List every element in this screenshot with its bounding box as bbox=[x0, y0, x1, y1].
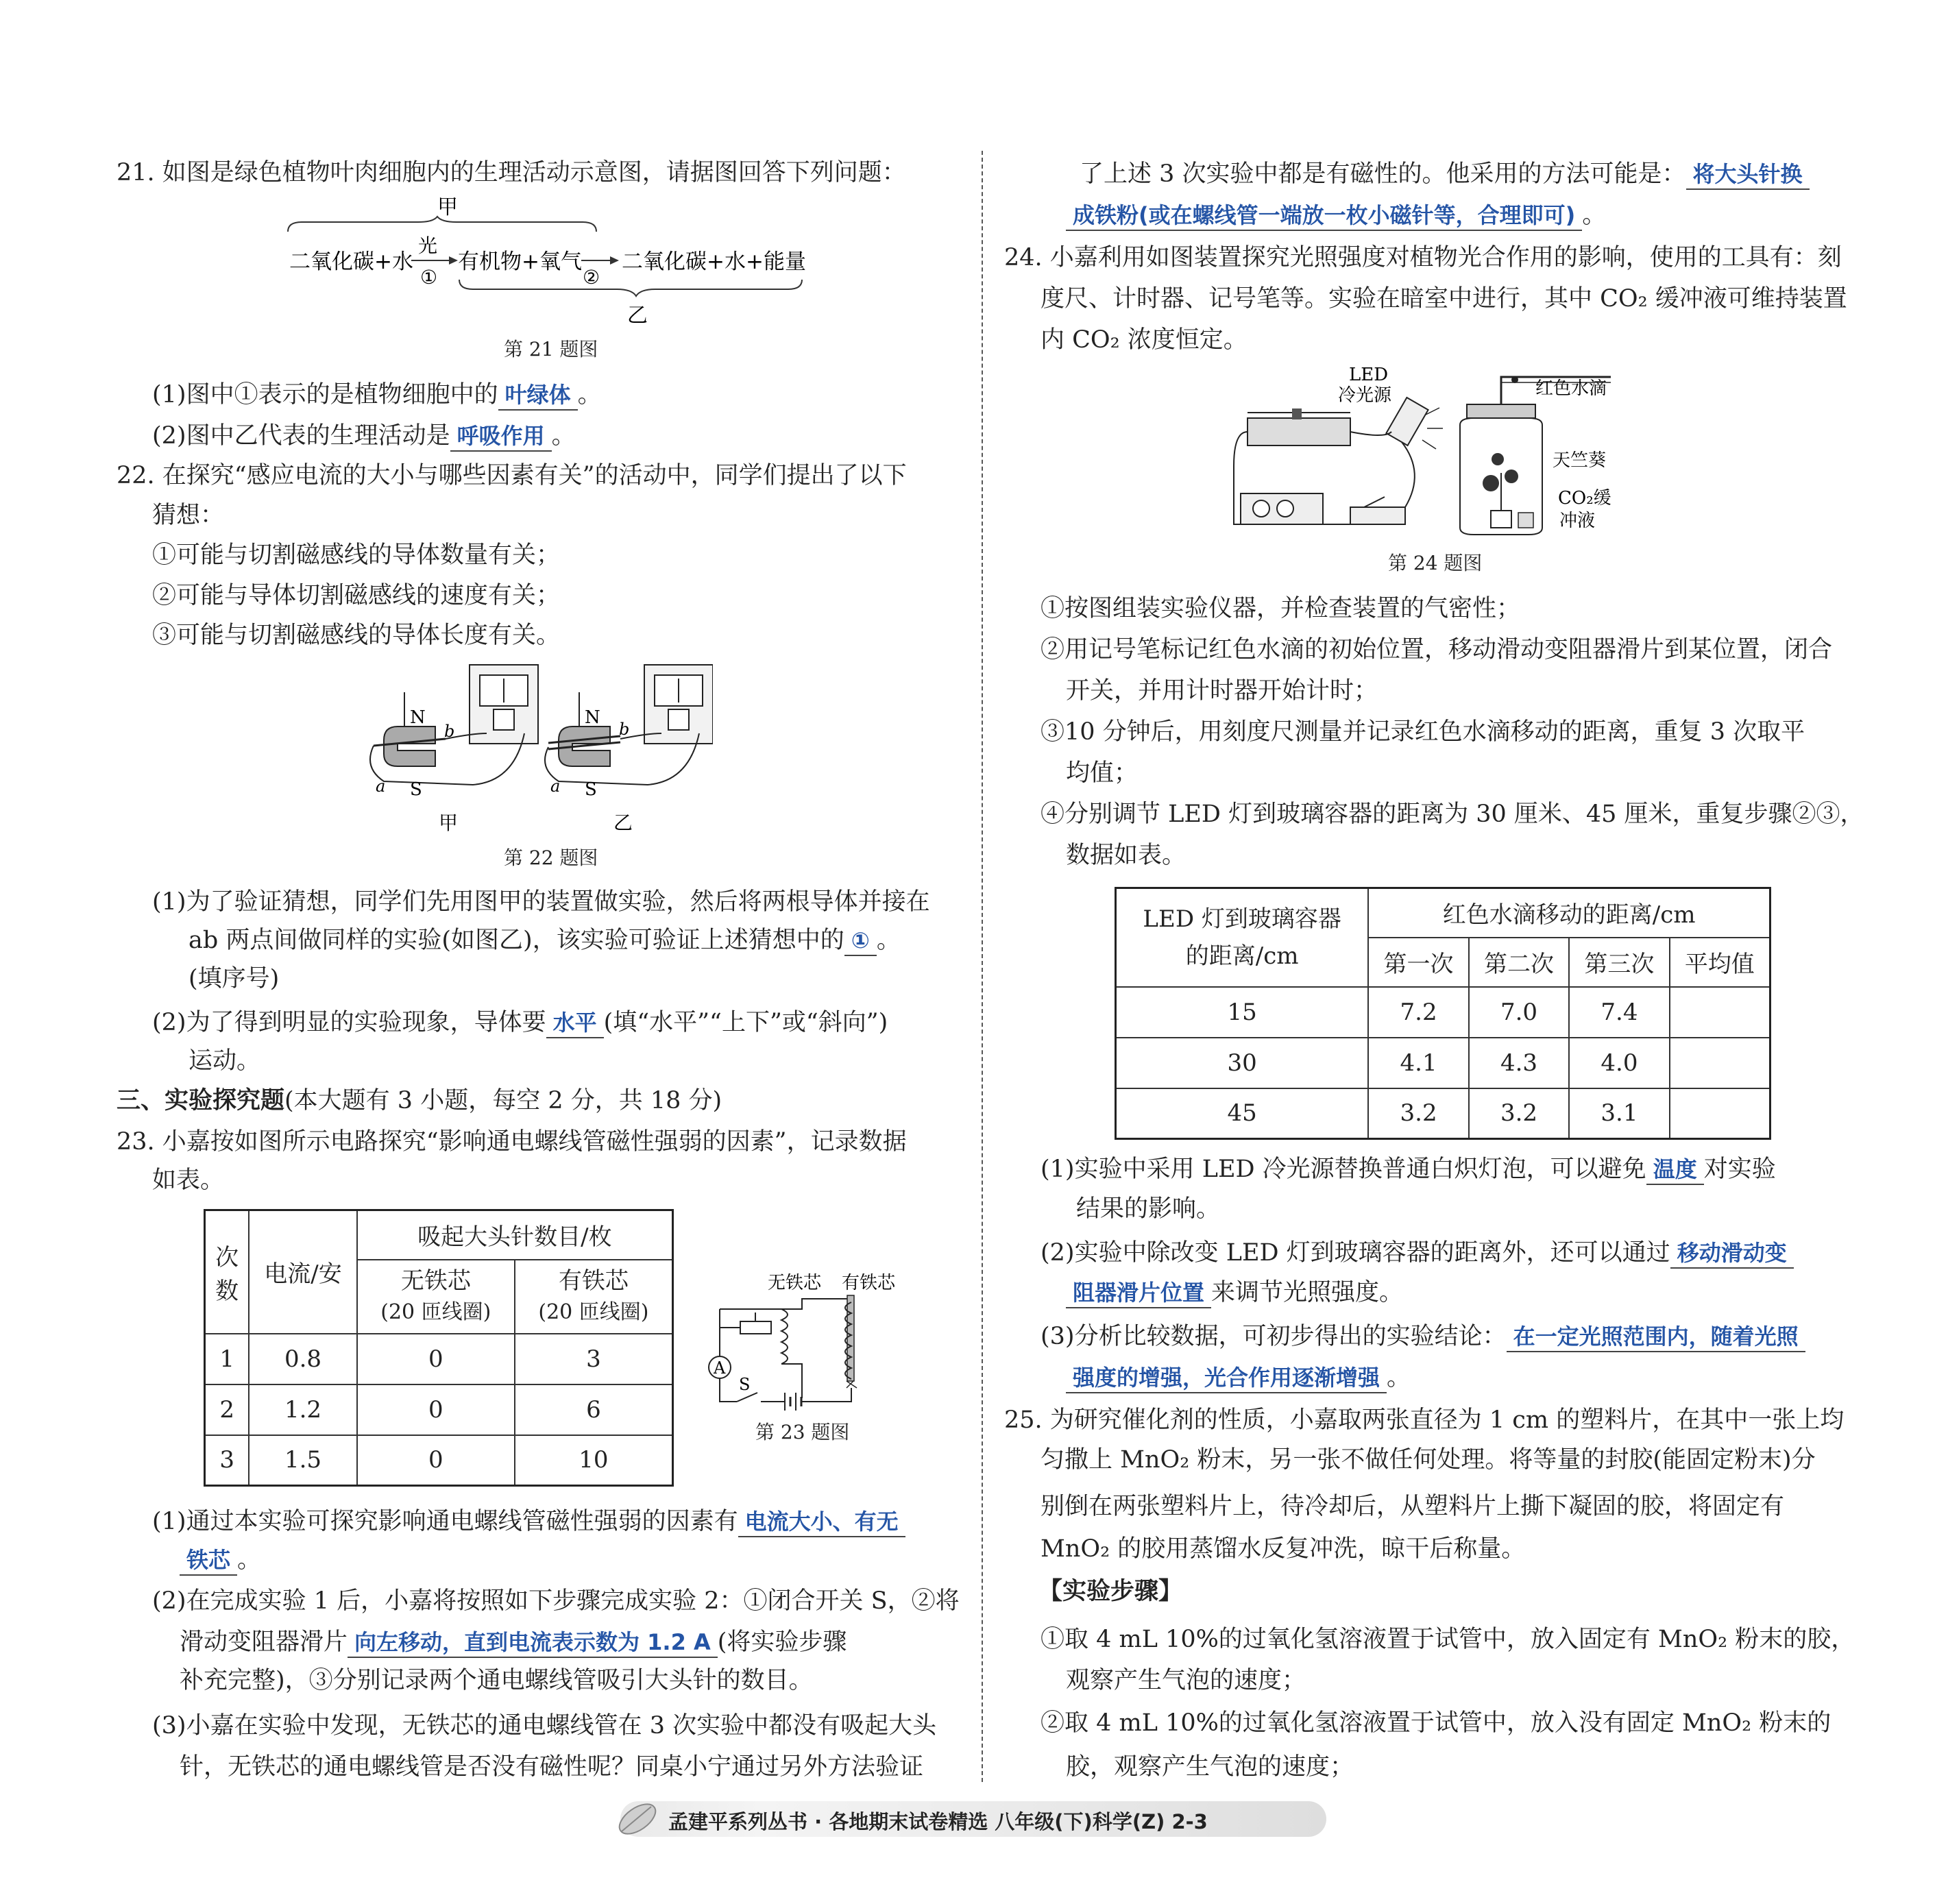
q23-cell: 0.8 bbox=[249, 1334, 357, 1384]
q25-line4: MnO₂ 的胶用蒸馏水反复冲洗，晾干后称量。 bbox=[1040, 1535, 1526, 1563]
q23-stem-1: 23. 小嘉按如图所示电路探究“影响通电螺线管磁性强弱的因素”，记录数据 bbox=[117, 1128, 907, 1156]
q24-cell bbox=[1670, 987, 1770, 1038]
q24-cell: 15 bbox=[1116, 987, 1369, 1038]
q25-line1: 25. 为研究催化剂的性质，小嘉取两张直径为 1 cm 的塑料片，在其中一张上均 bbox=[1004, 1406, 1845, 1434]
q24-stem-1: 24. 小嘉利用如图装置探究光照强度对植物光合作用的影响，使用的工具有：刻 bbox=[1004, 244, 1842, 271]
q24-cell: 3.1 bbox=[1569, 1088, 1669, 1139]
q21-p2-answer: 呼吸作用 bbox=[450, 423, 552, 452]
q24-p2-answer-a: 移动滑动变 bbox=[1670, 1240, 1794, 1269]
q23-p2-line2: 滑动变阻器滑片 向左移动，直到电流表示数为 1.2 A (将实验步骤 bbox=[180, 1626, 847, 1659]
q24-step-2-line1: ②用记号笔标记红色水滴的初始位置，移动滑动变阻器滑片到某位置，闭合 bbox=[1040, 636, 1833, 663]
q24-cell: 4.1 bbox=[1368, 1038, 1468, 1088]
page-footer bbox=[620, 1801, 1326, 1837]
q22-p1-line3: (填序号) bbox=[188, 965, 280, 992]
q24-step-1: ①按图组装实验仪器，并检查装置的气密性； bbox=[1040, 595, 1521, 622]
q24-p2-line1: (2)实验中除改变 LED 灯到玻璃容器的距离外，还可以通过 移动滑动变 bbox=[1040, 1236, 1794, 1269]
q23-caption: 第 23 题图 bbox=[755, 1421, 850, 1443]
q23-th-coil-1: (20 匝线圈) bbox=[380, 1299, 491, 1324]
section3-heading: 三、实验探究题(本大题有 3 小题，每空 2 分，共 18 分) bbox=[117, 1086, 722, 1114]
q23-cell: 1.5 bbox=[249, 1435, 357, 1486]
q24-cell: 4.0 bbox=[1569, 1038, 1669, 1088]
q22-caption: 第 22 题图 bbox=[504, 846, 598, 869]
q24-caption: 第 24 题图 bbox=[1388, 552, 1483, 574]
q24-p3-line1: (3)分析比较数据，可初步得出的实验结论： 在一定光照范围内，随着光照 bbox=[1040, 1320, 1805, 1353]
q22-guess-2: ②可能与导体切割磁感线的速度有关； bbox=[152, 582, 561, 609]
q23-circuit bbox=[692, 1261, 925, 1432]
q24-cell: 3.2 bbox=[1469, 1088, 1569, 1139]
q23-p2-line1: (2)在完成实验 1 后，小嘉将按照如下步骤完成实验 2：①闭合开关 S，②将 bbox=[152, 1587, 960, 1615]
q24-p2-answer-b: 阻器滑片位置 bbox=[1066, 1280, 1211, 1308]
q23-p2-answer: 向左移动，直到电流表示数为 1.2 A bbox=[348, 1629, 718, 1658]
q24-th-dist-a: LED 灯到玻璃容器 bbox=[1143, 905, 1341, 933]
q25-line2: 匀撒上 MnO₂ 粉末，另一张不做任何处理。将等量的封胶(能固定粉末)分 bbox=[1040, 1446, 1816, 1474]
q22-a-label-1: a bbox=[376, 777, 386, 796]
q23-th-core: 有铁芯 bbox=[558, 1267, 629, 1295]
q24-th-dist-b: 的距离/cm bbox=[1185, 942, 1299, 970]
q23-p3-line3: 了上述 3 次实验中都是有磁性的。他采用的方法可能是： 将大头针换 bbox=[1080, 158, 1810, 191]
q24-stem-3: 内 CO₂ 浓度恒定。 bbox=[1040, 326, 1248, 354]
q22-p1-answer: ① bbox=[844, 927, 877, 956]
q24-plant-label: 天竺葵 bbox=[1553, 450, 1607, 471]
q23-p3-answer-b: 成铁粉(或在螺线管一端放一枚小磁针等，合理即可) bbox=[1066, 202, 1582, 231]
q25-step-1-line2: 观察产生气泡的速度； bbox=[1066, 1667, 1306, 1694]
q24-led-label: LED bbox=[1349, 365, 1389, 385]
q24-co2-label: CO₂缓 bbox=[1558, 488, 1611, 509]
q21-light-label: 光 bbox=[418, 234, 438, 257]
q25-step-2-line2: 胶，观察产生气泡的速度； bbox=[1066, 1753, 1354, 1781]
q24-buffer-label: 冲液 bbox=[1559, 511, 1596, 531]
q21-p1-answer: 叶绿体 bbox=[498, 382, 578, 411]
q24-cell: 7.4 bbox=[1569, 987, 1669, 1038]
q22-s-label-1: S bbox=[410, 779, 422, 800]
q23-p1-line2: 铁芯 。 bbox=[180, 1543, 261, 1576]
q24-p1-answer: 温度 bbox=[1646, 1156, 1704, 1185]
q24-p3-answer-b: 强度的增强，光合作用逐渐增强 bbox=[1066, 1365, 1387, 1393]
q23-stem-2: 如表。 bbox=[152, 1167, 225, 1194]
q24-cell bbox=[1670, 1088, 1770, 1139]
q21-p1: (1)图中①表示的是植物细胞中的 叶绿体 。 bbox=[152, 378, 602, 411]
q22-s-label-2: S bbox=[585, 779, 597, 800]
q23-th-coil-2: (20 匝线圈) bbox=[538, 1299, 649, 1324]
q25-step-2-line1: ②取 4 mL 10%的过氧化氢溶液置于试管中，放入没有固定 MnO₂ 粉末的 bbox=[1040, 1709, 1831, 1737]
q22-n-label-1: N bbox=[410, 707, 426, 728]
q22-a-label-2: a bbox=[550, 777, 561, 796]
q24-cell: 3.2 bbox=[1368, 1088, 1468, 1139]
q22-b-label-2: b bbox=[619, 720, 630, 739]
q21-jia-label: 甲 bbox=[437, 195, 458, 219]
q24-figure bbox=[1227, 363, 1638, 541]
q23-cell: 0 bbox=[357, 1435, 515, 1486]
q22-p2-line2: 运动。 bbox=[188, 1047, 261, 1075]
q24-th-col: 第二次 bbox=[1469, 938, 1569, 987]
q21-caption: 第 21 题图 bbox=[504, 338, 598, 361]
q23-p3-line1: (3)小嘉在实验中发现，无铁芯的通电螺线管在 3 次实验中都没有吸起大头 bbox=[152, 1712, 937, 1740]
q21-right-term: 二氧化碳+水+能量 bbox=[622, 249, 806, 274]
q24-cold-label: 冷光源 bbox=[1338, 385, 1392, 406]
q24-step-2-line2: 开关，并用计时器开始计时； bbox=[1066, 677, 1378, 705]
q21-diagram bbox=[281, 192, 816, 329]
q24-p3-answer-a: 在一定光照范围内，随着光照 bbox=[1507, 1323, 1805, 1352]
q23-cell: 0 bbox=[357, 1334, 515, 1384]
q24-th-col: 平均值 bbox=[1670, 938, 1770, 987]
q23-p1-answer-b: 铁芯 bbox=[180, 1547, 237, 1576]
q22-b-label-1: b bbox=[444, 722, 455, 741]
q23-cell: 1.2 bbox=[249, 1384, 357, 1435]
q23-no-core-label: 无铁芯 bbox=[768, 1273, 822, 1293]
q21-left-term: 二氧化碳+水 bbox=[289, 249, 413, 274]
q22-p1-line2: ab 两点间做同样的实验(如图乙)，该实验可验证上述猜想中的 ① 。 bbox=[188, 924, 901, 957]
q23-core-label: 有铁芯 bbox=[842, 1273, 896, 1293]
q23-th-times: 次数 bbox=[205, 1210, 250, 1334]
footer-text: 孟建平系列丛书 · 各地期末试卷精选 八年级(下)科学(Z) 2-3 bbox=[668, 1810, 1208, 1833]
q21-circle-1: ① bbox=[420, 266, 438, 289]
q23-cell: 0 bbox=[357, 1384, 515, 1435]
q22-guess-1: ①可能与切割磁感线的导体数量有关； bbox=[152, 541, 561, 569]
q23-p1-line1: (1)通过本实验可探究影响通电螺线管磁性强弱的因素有 电流大小、有无 bbox=[152, 1505, 905, 1538]
q23-switch-label: S bbox=[739, 1375, 751, 1394]
q22-jia-label: 甲 bbox=[439, 811, 459, 834]
q24-cell: 7.0 bbox=[1469, 987, 1569, 1038]
q24-cell bbox=[1670, 1038, 1770, 1088]
q21-yi-label: 乙 bbox=[627, 304, 648, 328]
q23-ammeter-label: A bbox=[714, 1358, 726, 1378]
q25-step-1-line1: ①取 4 mL 10%的过氧化氢溶液置于试管中，放入固定有 MnO₂ 粉末的胶， bbox=[1040, 1626, 1855, 1653]
q22-stem-1: 22. 在探究“感应电流的大小与哪些因素有关”的活动中，同学们提出了以下 bbox=[117, 462, 907, 489]
q22-guess-3: ③可能与切割磁感线的导体长度有关。 bbox=[152, 622, 561, 649]
q24-th-col: 第三次 bbox=[1569, 938, 1669, 987]
q22-p2-answer: 水平 bbox=[546, 1010, 604, 1038]
q24-cell: 45 bbox=[1116, 1088, 1369, 1139]
q23-cell: 6 bbox=[515, 1384, 673, 1435]
q24-drop-label: 红色水滴 bbox=[1535, 378, 1607, 399]
q25-steps-title: 【实验步骤】 bbox=[1038, 1577, 1183, 1605]
q24-stem-2: 度尺、计时器、记号笔等。实验在暗室中进行，其中 CO₂ 缓冲液可维持装置 bbox=[1040, 285, 1847, 313]
q23-cell: 3 bbox=[515, 1334, 673, 1384]
q22-p2-line1: (2)为了得到明显的实验现象，导体要 水平 (填“水平”“上下”或“斜向”) bbox=[152, 1006, 888, 1039]
q23-cell: 3 bbox=[205, 1435, 250, 1486]
q21-stem: 21. 如图是绿色植物叶肉细胞内的生理活动示意图，请据图回答下列问题： bbox=[117, 159, 906, 186]
q23-p3-line2: 针，无铁芯的通电螺线管是否没有磁性呢？同桌小宁通过另外方法验证 bbox=[180, 1753, 924, 1781]
leaf-logo-icon bbox=[613, 1796, 661, 1842]
q24-cell: 4.3 bbox=[1469, 1038, 1569, 1088]
q24-step-3-line1: ③10 分钟后，用刻度尺测量并记录红色水滴移动的距离，重复 3 次取平 bbox=[1040, 718, 1805, 746]
q23-p3-line4: 成铁粉(或在螺线管一端放一枚小磁针等，合理即可) 。 bbox=[1066, 199, 1606, 232]
q24-table bbox=[1115, 887, 1771, 1140]
q24-step-4-line1: ④分别调节 LED 灯到玻璃容器的距离为 30 厘米、45 厘米，重复步骤②③， bbox=[1040, 801, 1864, 828]
q23-th-pins: 吸起大头针数目/枚 bbox=[357, 1210, 673, 1260]
q23-th-no-core: 无铁芯 bbox=[400, 1267, 471, 1295]
q22-yi-label: 乙 bbox=[613, 811, 633, 834]
q21-middle-term: 有机物+氧气 bbox=[458, 249, 582, 274]
q24-step-3-line2: 均值； bbox=[1066, 759, 1139, 787]
q21-p2: (2)图中乙代表的生理活动是 呼吸作用 。 bbox=[152, 419, 576, 452]
q25-line3: 别倒在两张塑料片上，待冷却后，从塑料片上撕下凝固的胶，将固定有 bbox=[1040, 1493, 1785, 1520]
q24-step-4-line2: 数据如表。 bbox=[1066, 842, 1186, 869]
q24-cell: 30 bbox=[1116, 1038, 1369, 1088]
q23-th-current: 电流/安 bbox=[249, 1210, 357, 1334]
q22-p1-line1: (1)为了验证猜想，同学们先用图甲的装置做实验，然后将两根导体并接在 bbox=[152, 888, 930, 916]
q23-p1-answer-a: 电流大小、有无 bbox=[738, 1509, 905, 1537]
q24-p2-line2: 阻器滑片位置 来调节光照强度。 bbox=[1066, 1276, 1403, 1309]
q23-cell: 2 bbox=[205, 1384, 250, 1435]
q24-th-col: 第一次 bbox=[1368, 938, 1468, 987]
q22-figure bbox=[356, 658, 713, 843]
q23-p2-line3: 补充完整)，③分别记录两个通电螺线管吸引大头针的数目。 bbox=[180, 1667, 813, 1694]
q21-circle-2: ② bbox=[583, 266, 600, 289]
q24-p3-line2: 强度的增强，光合作用逐渐增强 。 bbox=[1066, 1361, 1411, 1394]
q22-n-label-2: N bbox=[585, 707, 600, 728]
q24-cell: 7.2 bbox=[1368, 987, 1468, 1038]
q22-stem-2: 猜想： bbox=[152, 502, 225, 529]
q23-table bbox=[204, 1209, 674, 1487]
q23-p3-answer-a: 将大头针换 bbox=[1686, 161, 1810, 190]
q24-p1-line2: 结果的影响。 bbox=[1076, 1195, 1221, 1223]
q24-p1-line1: (1)实验中采用 LED 冷光源替换普通白炽灯泡，可以避免 温度 对实验 bbox=[1040, 1153, 1776, 1186]
q24-th-move: 红色水滴移动的距离/cm bbox=[1368, 888, 1770, 938]
column-divider bbox=[982, 151, 983, 1782]
q23-cell: 10 bbox=[515, 1435, 673, 1486]
q23-cell: 1 bbox=[205, 1334, 250, 1384]
